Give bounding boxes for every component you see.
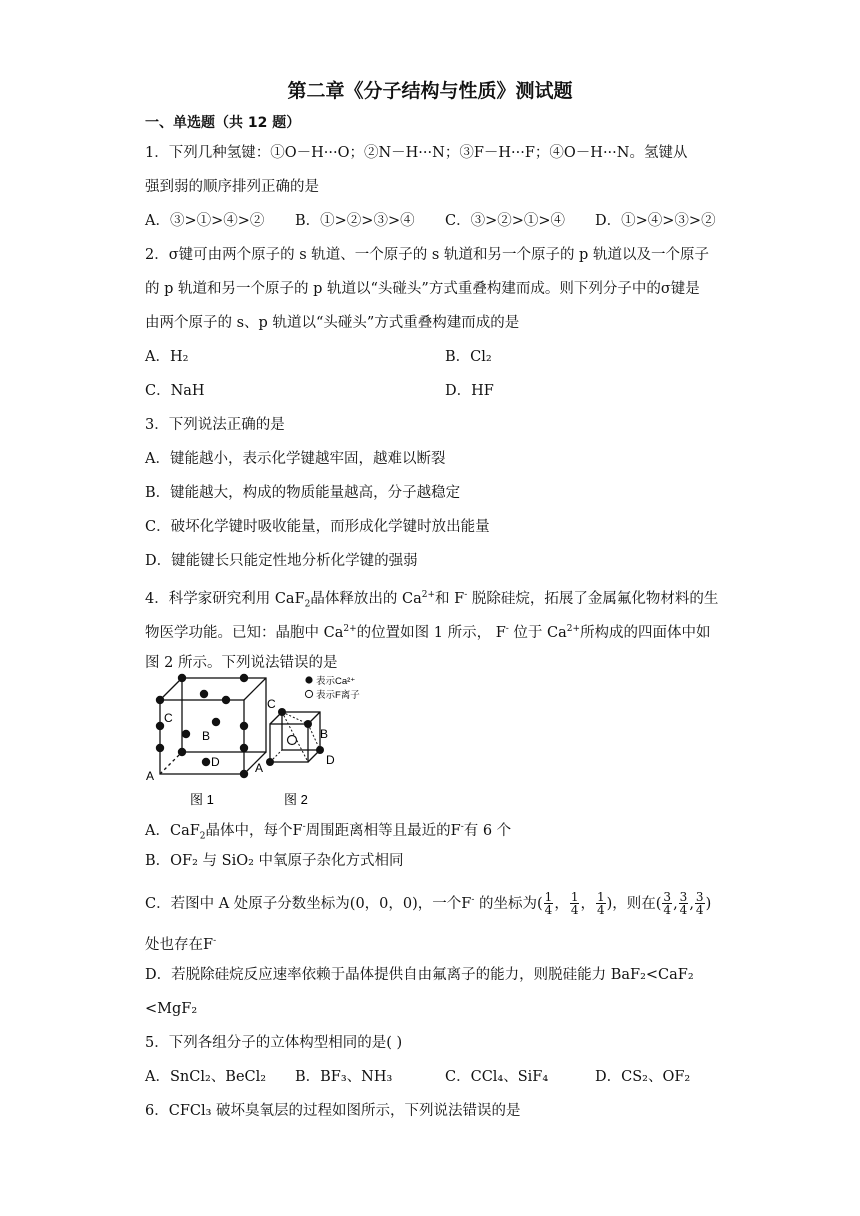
fig2-label-b: B: [320, 727, 329, 741]
q5-option-c[interactable]: C．CCl₄、SiF₄: [445, 1069, 549, 1085]
q5-option-a[interactable]: A．SnCl₂、BeCl₂: [145, 1069, 267, 1085]
q4-figure: [140, 672, 380, 812]
q2-option-b[interactable]: B．Cl₂: [445, 349, 492, 365]
q1-stem-line2: 强到弱的顺序排列正确的是: [145, 179, 319, 195]
q1-option-a[interactable]: A．③>①>④>②: [145, 213, 265, 229]
q5-option-d[interactable]: D．CS₂、OF₂: [595, 1069, 691, 1085]
fig2-caption: 图 2: [284, 792, 308, 807]
q2-option-a[interactable]: A．H₂: [145, 349, 189, 365]
q2-stem-line3: 由两个原子的 s、p 轨道以“头碰头”方式重叠构建而成的是: [145, 315, 520, 331]
fig1-label-d: D: [211, 755, 220, 769]
q4-stem-line2: 物医学功能。已知：晶胞中 $Ca^{2+}$的位置如图 1 所示， F- 位于 $Ca^{2+}$所构成的四面体中如: [145, 624, 711, 641]
q4-stem-line3: 图 2 所示。下列说法错误的是: [145, 655, 338, 671]
q6-stem: 6．CFCl₃ 破坏臭氧层的过程如图所示，下列说法错误的是: [145, 1103, 521, 1119]
legend-ca-text: 表示Ca²⁺: [316, 676, 356, 687]
q5-options: [145, 1068, 745, 1086]
q3-option-a[interactable]: A．键能越小，表示化学键越牢固，越难以断裂: [145, 451, 446, 467]
q5-stem: 5．下列各组分子的立体构型相同的是( ): [145, 1035, 403, 1051]
q2-options-row1: [145, 348, 745, 366]
fig2-f-ion: [288, 736, 297, 745]
q2-options-row2: [145, 382, 745, 400]
q1-options: [145, 212, 745, 230]
fig1-label-b: B: [202, 729, 211, 743]
fraction: $\frac{3}{4}$: [695, 890, 704, 918]
fig2-label-a: A: [255, 761, 264, 775]
section-heading: 一、单选题（共 12 题）: [145, 115, 301, 131]
legend-ca-marker: [305, 676, 312, 683]
fig1-caption: 图 1: [190, 792, 214, 807]
q3-option-c[interactable]: C．破坏化学键时吸收能量，而形成化学键时放出能量: [145, 519, 490, 535]
q2-stem-line1: 2．σ键可由两个原子的 s 轨道、一个原子的 s 轨道和另一个原子的 p 轨道以及一个原子: [145, 247, 709, 263]
q4-option-b[interactable]: B．OF₂ 与 SiO₂ 中氧原子杂化方式相同: [145, 853, 404, 869]
q4-option-c-cont: 处也存在F-: [145, 936, 217, 953]
q4-option-d-cont: <MgF₂: [145, 1001, 198, 1017]
legend-f-marker: [305, 690, 312, 697]
q5-option-b[interactable]: B．BF₃、NH₃: [295, 1069, 393, 1085]
q4-stem-line1: 4．科学家研究利用 CaF$_2$晶体释放出的 $Ca^{2+}$和 F- 脱除硅烷，拓展了金属氟化物材料的生: [145, 590, 719, 610]
q2-option-c[interactable]: C．NaH: [145, 383, 205, 399]
fraction: $\frac{1}{4}$: [544, 890, 553, 918]
fig1-label-c: C: [164, 711, 173, 725]
q2-stem-line2: 的 p 轨道和另一个原子的 p 轨道以“头碰头”方式重叠构建而成。则下列分子中的σ键是: [145, 281, 700, 297]
fraction: $\frac{1}{4}$: [596, 890, 605, 918]
q3-option-d[interactable]: D．键能键长只能定性地分析化学键的强弱: [145, 553, 418, 569]
page-title: 第二章《分子结构与性质》测试题: [287, 80, 573, 102]
q4-option-d[interactable]: D．若脱除硅烷反应速率依赖于晶体提供自由氟离子的能力，则脱硅能力 BaF₂<CaF₂: [145, 967, 694, 983]
fig1-dashed-inner: [182, 678, 266, 752]
legend-f-text: 表示F离子: [316, 690, 360, 701]
fig1-label-a: A: [146, 769, 155, 783]
fraction: $\frac{3}{4}$: [663, 890, 672, 918]
fig2-label-c: C: [267, 697, 276, 711]
q3-stem: 3．下列说法正确的是: [145, 417, 285, 433]
fraction: $\frac{3}{4}$: [679, 890, 688, 918]
q1-stem-line1: 1．下列几种氢键：①O－H···O；②N－H···N；③F－H···F；④O－H···N。氢键从: [145, 145, 688, 161]
q1-option-b[interactable]: B．①>②>③>④: [295, 213, 415, 229]
q4-option-a[interactable]: A．CaF$_2$晶体中，每个F-周围距离相等且最近的F-有 6 个: [145, 822, 512, 842]
q2-option-d[interactable]: D．HF: [445, 383, 494, 399]
fraction: $\frac{1}{4}$: [570, 890, 579, 918]
fig2-label-d: D: [326, 753, 335, 767]
q3-option-b[interactable]: B．键能越大，构成的物质能量越高，分子越稳定: [145, 485, 461, 501]
q4-option-c[interactable]: C．若图中 A 处原子分数坐标为(0，0，0)，一个F- 的坐标为( $\frac{1}{4}$ ， $\frac{1}{4}$ ， $\frac{1}{4}$ )，则在( $\frac{3}{4}$ , $\frac{3}{4}$ , $\frac{3}{4}$ ): [145, 890, 712, 918]
q1-option-c[interactable]: C．③>②>①>④: [445, 213, 566, 229]
q1-option-d[interactable]: D．①>④>③>②: [595, 213, 716, 229]
